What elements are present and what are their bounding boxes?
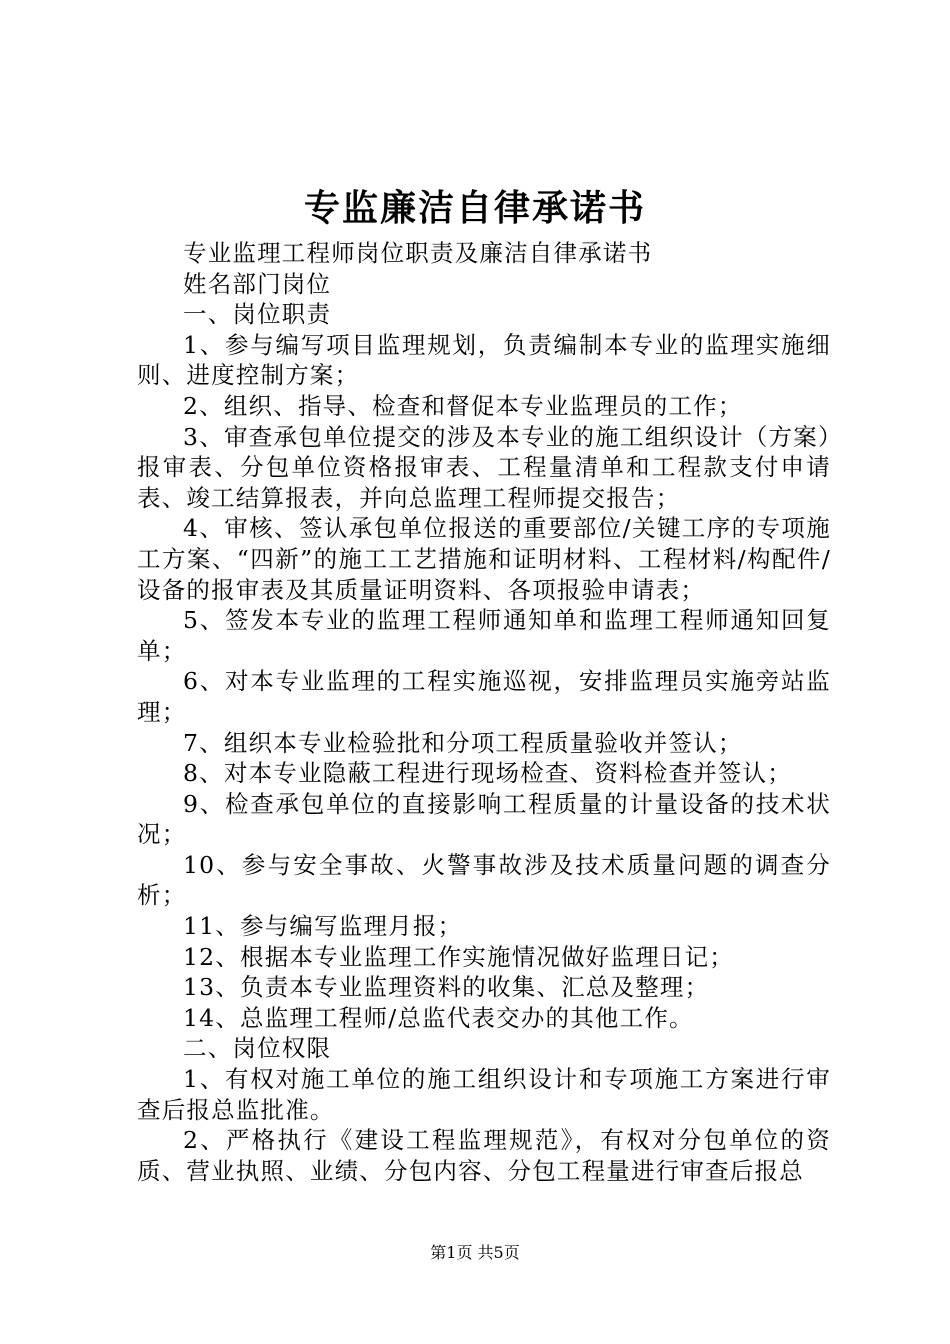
list-item: 6、对本专业监理的工程实施巡视，安排监理员实施旁站监理； (137, 667, 831, 726)
document-body (137, 238, 831, 1186)
list-item: 8、对本专业隐蔽工程进行现场检查、资料检查并签认； (183, 759, 792, 788)
list-item: 10、参与安全事故、火警事故涉及技术质量问题的调查分析； (137, 850, 831, 910)
list-item: 2、严格执行《建设工程监理规范》，有权对分包单位的资质、营业执照、业绩、分包内容、分包工程量进行审查后报总 (137, 1126, 831, 1185)
list-item: 7、组织本专业检验批和分项工程质量验收并签认； (183, 728, 743, 757)
list-item: 3、审查承包单位提交的涉及本专业的施工组织设计（方案）报审表、分包单位资格报审表、工程量清单和工程款支付申请表、竣工结算报表，并向总监理工程师提交报告； (137, 422, 831, 512)
list-item: 9、检查承包单位的直接影响工程质量的计量设备的技术状况； (137, 789, 831, 849)
document-title: 专监廉洁自律承诺书 (303, 187, 646, 229)
list-item: 1、参与编写项目监理规划，负责编制本专业的监理实施细则、进度控制方案； (137, 330, 831, 390)
paragraph: 专业监理工程师岗位职责及廉洁自律承诺书 (183, 239, 653, 267)
list-item: 11、参与编写监理月报； (183, 912, 463, 941)
list-item: 1、有权对施工单位的施工组织设计和专项施工方案进行审查后报总监批准。 (137, 1065, 831, 1124)
list-item: 14、总监理工程师/总监代表交办的其他工作。 (183, 1003, 694, 1032)
list-item: 5、签发本专业的监理工程师通知单和监理工程师通知回复单； (137, 606, 831, 665)
list-item: 12、根据本专业监理工作实施情况做好监理日记； (183, 942, 735, 971)
section-heading: 二、岗位权限 (183, 1034, 332, 1063)
paragraph: 姓名部门岗位 (183, 269, 332, 298)
list-item: 4、审核、签认承包单位报送的重要部位/关键工序的专项施工方案、“四新”的施工工艺措施和证明材料、工程材料/构配件/设备的报审表及其质量证明资料、各项报验申请表； (137, 514, 831, 604)
list-item: 2、组织、指导、检查和督促本专业监理员的工作； (183, 391, 743, 420)
section-heading: 一、岗位职责 (183, 300, 332, 329)
page-number: 第1页 共5页 (430, 1243, 520, 1262)
list-item: 13、负责本专业监理资料的收集、汇总及整理； (183, 973, 710, 1002)
